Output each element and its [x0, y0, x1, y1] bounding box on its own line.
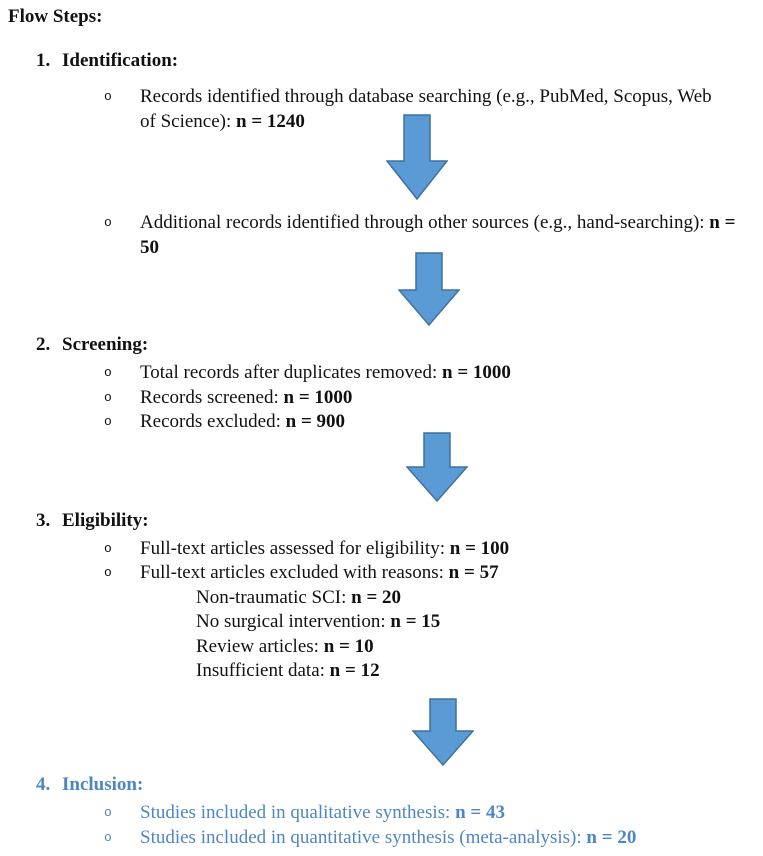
- bullet-marker: o: [104, 830, 112, 845]
- down-arrow-icon: [412, 698, 474, 772]
- step-label: Inclusion:: [62, 774, 144, 795]
- bullet-text-normal: Records screened:: [140, 387, 284, 408]
- reason-value: n = 15: [390, 611, 441, 632]
- reason-value: n = 12: [329, 660, 380, 681]
- bullet-marker: o: [104, 215, 112, 230]
- bullet-marker: o: [104, 390, 112, 405]
- down-arrow-icon: [398, 252, 460, 332]
- step-number: 4.: [36, 774, 51, 795]
- bullet-text: [140, 409, 740, 434]
- bullet-item: [104, 409, 740, 434]
- step-number: 2.: [36, 334, 51, 355]
- bullet-marker: o: [104, 365, 112, 380]
- bullet-marker: o: [104, 565, 112, 580]
- reason-text: Review articles:: [196, 636, 324, 657]
- reason-text: No surgical intervention:: [196, 611, 391, 632]
- bullet-text: [140, 800, 740, 825]
- bullet-marker: o: [104, 89, 112, 104]
- page-title: Flow Steps:: [8, 6, 103, 27]
- bullet-marker: o: [104, 541, 112, 556]
- down-arrow-icon: [386, 114, 448, 206]
- bullet-text-normal: Full-text articles excluded with reasons:: [140, 562, 449, 583]
- reason-text: Insufficient data:: [196, 660, 330, 681]
- step-number: 3.: [36, 510, 51, 531]
- bullet-text: [140, 360, 740, 385]
- bullet-item: [104, 385, 740, 410]
- bullet-text-normal: Records excluded:: [140, 411, 286, 432]
- reason-item: [196, 609, 440, 634]
- reason-value: n = 10: [323, 636, 374, 657]
- bullet-text: [140, 536, 740, 561]
- bullet-text-value: n = 20: [586, 827, 637, 848]
- bullet-text-value: n = 900: [285, 411, 346, 432]
- bullet-text-normal: Total records after duplicates removed:: [140, 362, 443, 383]
- reason-text: Non-traumatic SCI:: [196, 587, 352, 608]
- reason-item: [196, 585, 401, 610]
- bullet-text: [140, 385, 740, 410]
- bullet-marker: o: [104, 414, 112, 429]
- bullet-item: [104, 536, 740, 561]
- bullet-text-normal: Studies included in quantitative synthesis (meta-analysis):: [140, 827, 587, 848]
- step-heading-eligibility: [36, 510, 149, 532]
- step-number: 1.: [36, 50, 51, 71]
- bullet-text: [140, 560, 740, 585]
- bullet-text-value: n = 100: [449, 538, 510, 559]
- bullet-text-value: n = 57: [448, 562, 499, 583]
- bullet-item: [104, 360, 740, 385]
- bullet-marker: o: [104, 805, 112, 820]
- bullet-text-value: n = 50: [140, 212, 736, 258]
- bullet-item: [104, 825, 760, 850]
- reason-item: [196, 658, 380, 683]
- bullet-text-value: n = 1000: [442, 362, 511, 383]
- bullet-text-value: n = 1240: [236, 111, 305, 132]
- bullet-text-normal: Records identified through database searching (e.g., PubMed, Scopus, Web of Science):: [140, 86, 712, 132]
- step-label: Identification:: [62, 50, 179, 71]
- bullet-item: [104, 800, 740, 825]
- step-heading-identification: [36, 50, 178, 72]
- step-heading-screening: [36, 334, 148, 356]
- bullet-text-value: n = 43: [455, 802, 505, 823]
- step-label: Eligibility:: [62, 510, 149, 531]
- bullet-text-normal: Full-text articles assessed for eligibility:: [140, 538, 450, 559]
- bullet-text-value: n = 1000: [283, 387, 353, 408]
- step-heading-inclusion: [36, 774, 143, 796]
- bullet-text-normal: Studies included in qualitative synthesis:: [140, 802, 456, 823]
- bullet-text-normal: Additional records identified through other sources (e.g., hand-searching):: [140, 212, 710, 233]
- bullet-text: [140, 825, 760, 850]
- step-label: Screening:: [62, 334, 149, 355]
- reason-item: [196, 634, 374, 659]
- down-arrow-icon: [406, 432, 468, 508]
- bullet-item: [104, 560, 740, 585]
- reason-value: n = 20: [351, 587, 402, 608]
